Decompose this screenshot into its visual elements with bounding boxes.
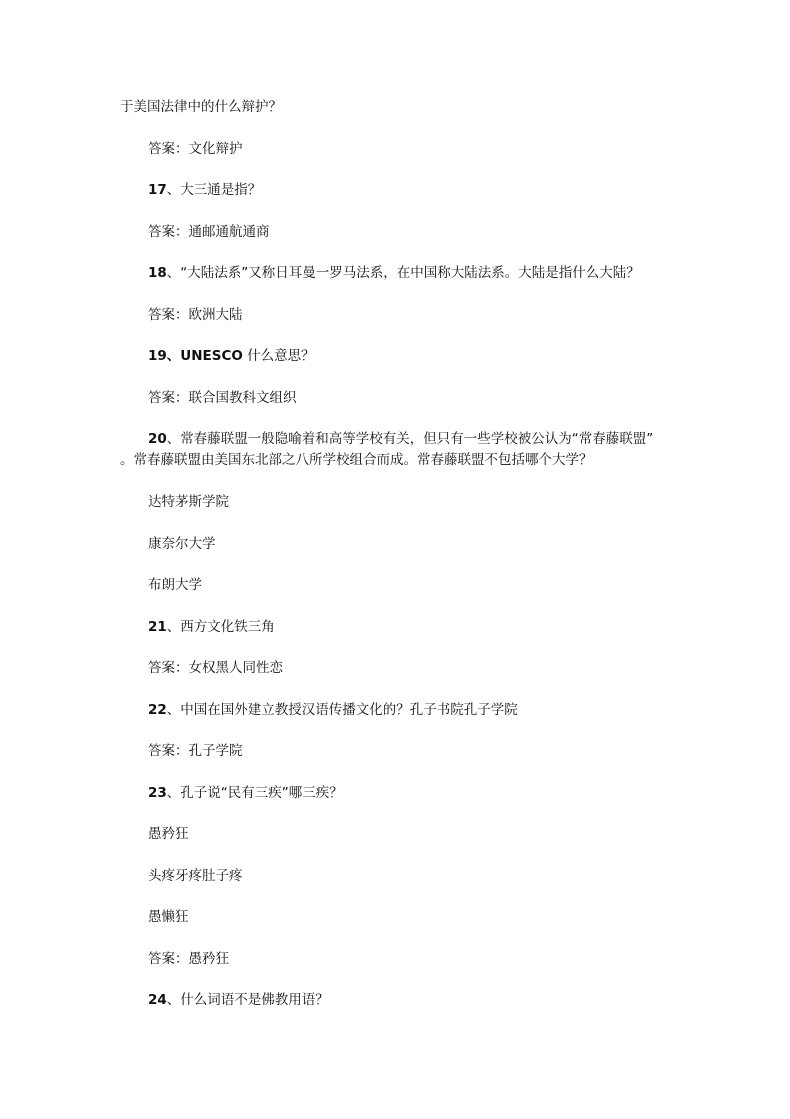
question-22 [148,701,518,719]
question-20-line-1 [120,429,680,450]
answer-19-text: 答案：联合国教科文组织 [148,390,297,406]
answer-22 [148,742,243,760]
option-text: 愚矜狂 [148,826,189,842]
question-23-option-1 [148,825,189,843]
question-19-number: 19、UNESCO [148,348,243,364]
question-23 [148,784,343,802]
question-22-number: 22 [148,702,167,718]
question-17-text: 、大三通是指？ [166,182,262,198]
answer-19 [148,389,297,407]
answer-23 [148,950,229,968]
question-20 [120,429,680,471]
question-20-option-3 [148,576,202,594]
option-text: 头疼牙疼肚子疼 [148,868,243,884]
question-20-option-2 [148,535,216,553]
option-text: 愚懒狂 [148,909,189,925]
question-23-number: 23 [148,785,167,801]
answer-16-text: 答案：文化辩护 [148,141,243,157]
question-22-text: 、中国在国外建立教授汉语传播文化的？孔子书院孔子学院 [166,702,518,718]
answer-21-text: 答案：女权黑人同性恋 [148,660,283,676]
question-20-number: 20 [148,431,167,447]
answer-18 [148,306,243,324]
question-17 [148,181,261,199]
answer-23-text: 答案：愚矜狂 [148,951,229,967]
question-23-text: 、孔子说“民有三疾”哪三疾？ [166,785,343,801]
question-24-number: 24 [148,992,167,1008]
question-18 [148,264,640,282]
question-18-text: 、“大陆法系”又称日耳曼一罗马法系，在中国称大陆法系。大陆是指什么大陆？ [166,265,640,281]
question-20-text-1: 、常春藤联盟一般隐喻着和高等学校有关，但只有一些学校被公认为“常春藤联盟” [166,431,654,447]
answer-17-text: 答案：通邮通航通商 [148,224,270,240]
question-17-number: 17 [148,182,167,198]
question-24 [148,991,329,1009]
option-text: 达特茅斯学院 [148,494,229,510]
answer-21 [148,659,283,677]
option-text: 康奈尔大学 [148,536,216,552]
question-21 [148,618,275,636]
question-23-option-2 [148,867,243,885]
question-21-number: 21 [148,619,167,635]
question-18-number: 18 [148,265,167,281]
question-19-text: 什么意思？ [242,348,315,364]
question-20-option-1 [148,493,229,511]
question-24-text: 、什么词语不是佛教用语？ [166,992,329,1008]
answer-18-text: 答案：欧洲大陆 [148,307,243,323]
question-19 [148,347,315,365]
question-23-option-3 [148,908,189,926]
answer-22-text: 答案：孔子学院 [148,743,243,759]
question-20-line-2: 。常春藤联盟由美国东北部之八所学校组合而成。常春藤联盟不包括哪个大学？ [120,452,593,468]
question-21-text: 、西方文化铁三角 [166,619,275,635]
answer-16 [148,140,243,158]
question-16-continuation [120,98,282,116]
question-16-tail-text: 于美国法律中的什么辩护？ [120,99,282,115]
answer-17 [148,223,270,241]
option-text: 布朗大学 [148,577,202,593]
